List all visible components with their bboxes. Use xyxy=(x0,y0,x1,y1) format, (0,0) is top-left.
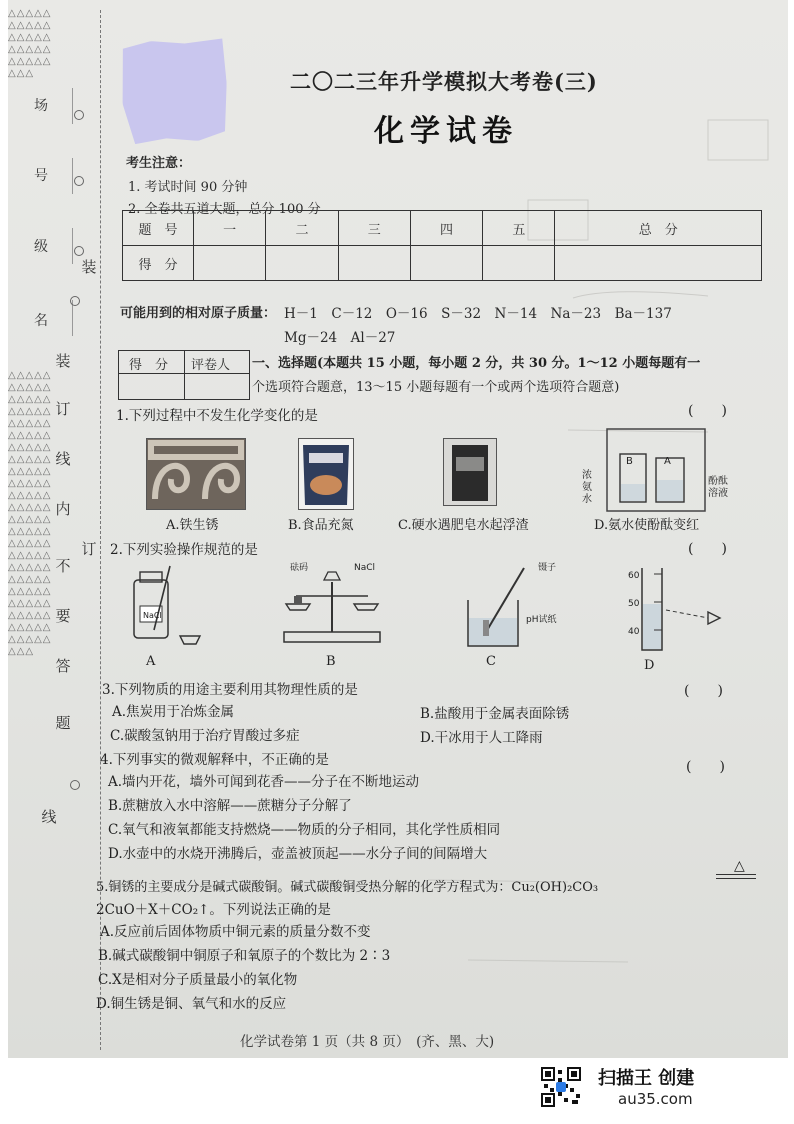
q5-heat-symbol: △ xyxy=(734,858,745,874)
q2-image-c-ph-test xyxy=(458,560,578,652)
binding-text-char: 答 xyxy=(55,657,71,675)
q2-tick-40: 40 xyxy=(628,627,640,637)
binding-text-char: 题 xyxy=(55,714,71,732)
q2-label-nacl-a: NaCl xyxy=(143,611,162,620)
exam-title: 二〇二三年升学模拟大考卷(三) xyxy=(290,69,598,94)
score-cell[interactable] xyxy=(194,246,266,281)
q2-image-b-balance xyxy=(276,560,388,652)
q1-answer-paren[interactable]: ( ) xyxy=(688,403,727,419)
q1-label-b: B xyxy=(626,456,633,467)
q1-option-c: C.硬水遇肥皂水起浮渣 xyxy=(398,518,529,533)
binding-triangles-bottom: △△△△△△△△△△△△△△△△△△△△△△△△△△△△△△△△△△△△△△△△△△△△△△△△△△△△△△△△△△△△△△△△△△△△△△△△△△△△△△△△△△△△△△△△△△△△△△△△△△△△△△△△△△△△△△△△△△△△△△ xyxy=(8,370,52,657)
section-heading-line-1: 一、选择题(本题共 15 小题，每小题 2 分，共 30 分。1～12 小题每题有一 xyxy=(252,356,701,371)
q2-option-b: B xyxy=(326,654,336,669)
q2-image-d-graduated-cylinder xyxy=(628,560,728,656)
binding-mid-label: 订 xyxy=(81,540,97,558)
q5-stem-line-1: 5.铜锈的主要成分是碱式碳酸铜。碱式碳酸铜受热分解的化学方程式为：Cu₂(OH)₂CO₃ xyxy=(96,880,599,895)
q5-option-d: D.铜生锈是铜、氧气和水的反应 xyxy=(96,996,287,1012)
binding-text-char: 线 xyxy=(55,450,71,468)
q2-option-a: A xyxy=(146,654,156,669)
q2-answer-paren[interactable]: ( ) xyxy=(688,541,727,557)
atomic-mass-label: 可能用到的相对原子质量： xyxy=(120,306,277,321)
q4-stem: 4.下列事实的微观解释中，不正确的是 xyxy=(100,752,329,768)
notice-line-1: 1. 考试时间 90 分钟 xyxy=(128,180,248,195)
q1-option-a: A.铁生锈 xyxy=(166,518,219,533)
binding-text-char: 订 xyxy=(55,400,71,418)
binding-text-char: 要 xyxy=(55,607,71,625)
q1-label-ammonia: 浓氨水 xyxy=(582,470,592,505)
q2-option-d: D xyxy=(644,658,655,673)
q2-label-weights: 砝码 xyxy=(290,563,309,573)
q1-image-d-ammonia-beakers xyxy=(606,428,706,512)
q5-equation-bar xyxy=(716,878,756,879)
watermark-url: au35.com xyxy=(618,1090,693,1108)
page-footer: 化学试卷第 1 页（共 8 页） (齐、黑、大) xyxy=(240,1034,495,1050)
q3-stem: 3.下列物质的用途主要利用其物理性质的是 xyxy=(102,682,358,698)
score-cell[interactable] xyxy=(410,246,482,281)
q5-option-a: A.反应前后固体物质中铜元素的质量分数不变 xyxy=(100,924,371,940)
score-table-header: 总 分 xyxy=(555,211,762,246)
atomic-mass-line-2: Mg－24 Al－27 xyxy=(284,330,396,346)
score-cell[interactable] xyxy=(483,246,555,281)
score-table-header: 四 xyxy=(410,211,482,246)
watermark-brand: 扫描王 创建 xyxy=(598,1068,695,1089)
q2-label-ph-paper: pH试纸 xyxy=(526,615,557,625)
q4-option-c: C.氧气和液氧都能支持燃烧——物质的分子相同，其化学性质相同 xyxy=(108,822,501,838)
score-cell[interactable] xyxy=(266,246,338,281)
score-cell[interactable] xyxy=(555,246,762,281)
q5-option-c: C.X是相对分子质量最小的氧化物 xyxy=(98,972,298,988)
section-score-box xyxy=(118,350,250,400)
binding-mid-label: 装 xyxy=(81,258,97,276)
q5-stem-line-2: 2CuO＋X＋CO₂↑。下列说法正确的是 xyxy=(96,902,331,918)
score-table-header: 一 xyxy=(194,211,266,246)
q3-answer-paren[interactable]: ( ) xyxy=(684,683,723,699)
binding-mid-label: 线 xyxy=(41,808,57,826)
binding-text-char: 内 xyxy=(55,500,71,518)
q2-image-a-reagent-bottle xyxy=(124,560,208,652)
field-label-exam-room: 场 xyxy=(34,98,48,114)
notice-line-2: 2. 全卷共五道大题，总分 100 分 xyxy=(128,202,321,217)
score-table-header: 三 xyxy=(338,211,410,246)
score-table xyxy=(122,210,762,281)
score-cell[interactable] xyxy=(338,246,410,281)
score-table-header: 二 xyxy=(266,211,338,246)
notice-heading: 考生注意： xyxy=(126,156,192,171)
q1-label-a: A xyxy=(664,456,671,467)
binding-triangles-top: △△△△△△△△△△△△△△△△△△△△△△△△△△△△ xyxy=(8,8,52,79)
section-heading-line-2: 个选项符合题意，13～15 小题每题有一个或两个选项符合题意) xyxy=(252,380,620,395)
q2-tick-50: 50 xyxy=(628,599,640,609)
score-table-header: 题 号 xyxy=(123,211,194,246)
qr-code-icon xyxy=(540,1066,582,1108)
q3-option-c: C.碳酸氢钠用于治疗胃酸过多症 xyxy=(110,728,300,744)
binding-text-char: 装 xyxy=(55,352,71,370)
field-label-class: 级 xyxy=(34,239,48,255)
q3-option-b: B.盐酸用于金属表面除锈 xyxy=(420,706,570,722)
q5-option-b: B.碱式碳酸铜中铜原子和氧原子的个数比为 2∶3 xyxy=(98,948,391,964)
score-table-header: 五 xyxy=(483,211,555,246)
q4-option-b: B.蔗糖放入水中溶解——蔗糖分子分解了 xyxy=(108,798,352,814)
q1-label-phenolphthalein: 酚酞溶液 xyxy=(708,476,728,499)
q1-option-b: B.食品充氮 xyxy=(288,518,354,533)
q3-option-d: D.干冰用于人工降雨 xyxy=(420,730,543,746)
exam-paper xyxy=(8,0,788,1058)
section-score-label: 得 分 xyxy=(129,358,169,373)
q4-answer-paren[interactable]: ( ) xyxy=(686,759,725,775)
q1-image-c-hard-water xyxy=(443,438,497,506)
q1-stem: 1.下列过程中不发生化学变化的是 xyxy=(116,408,318,424)
q2-tick-60: 60 xyxy=(628,571,640,581)
q3-option-a: A.焦炭用于冶炼金属 xyxy=(112,704,235,720)
q2-stem: 2.下列实验操作规范的是 xyxy=(110,542,258,558)
score-table-row-label: 得 分 xyxy=(123,246,194,281)
q4-option-d: D.水壶中的水烧开沸腾后，壶盖被顶起——水分子间的间隔增大 xyxy=(108,846,488,862)
q5-equation-bar xyxy=(716,874,756,875)
q2-option-c: C xyxy=(486,654,496,669)
q1-image-a-rusty-iron xyxy=(146,438,246,510)
field-label-seat-number: 号 xyxy=(34,168,48,184)
binding-text-char: 不 xyxy=(55,557,71,575)
q4-option-a: A.墙内开花，墙外可闻到花香——分子在不断地运动 xyxy=(108,774,420,790)
q2-label-nacl-b: NaCl xyxy=(354,563,376,573)
q1-image-b-food-bag xyxy=(298,438,354,510)
atomic-mass-line-1: H－1 C－12 O－16 S－32 N－14 Na－23 Ba－137 xyxy=(284,306,672,322)
q2-label-tweezers: 镊子 xyxy=(538,563,557,573)
section-grader-label: 评卷人 xyxy=(191,358,231,373)
field-label-name: 名 xyxy=(34,313,48,329)
subject-title: 化学试卷 xyxy=(374,114,518,149)
q1-option-d: D.氨水使酚酞变红 xyxy=(594,518,700,533)
